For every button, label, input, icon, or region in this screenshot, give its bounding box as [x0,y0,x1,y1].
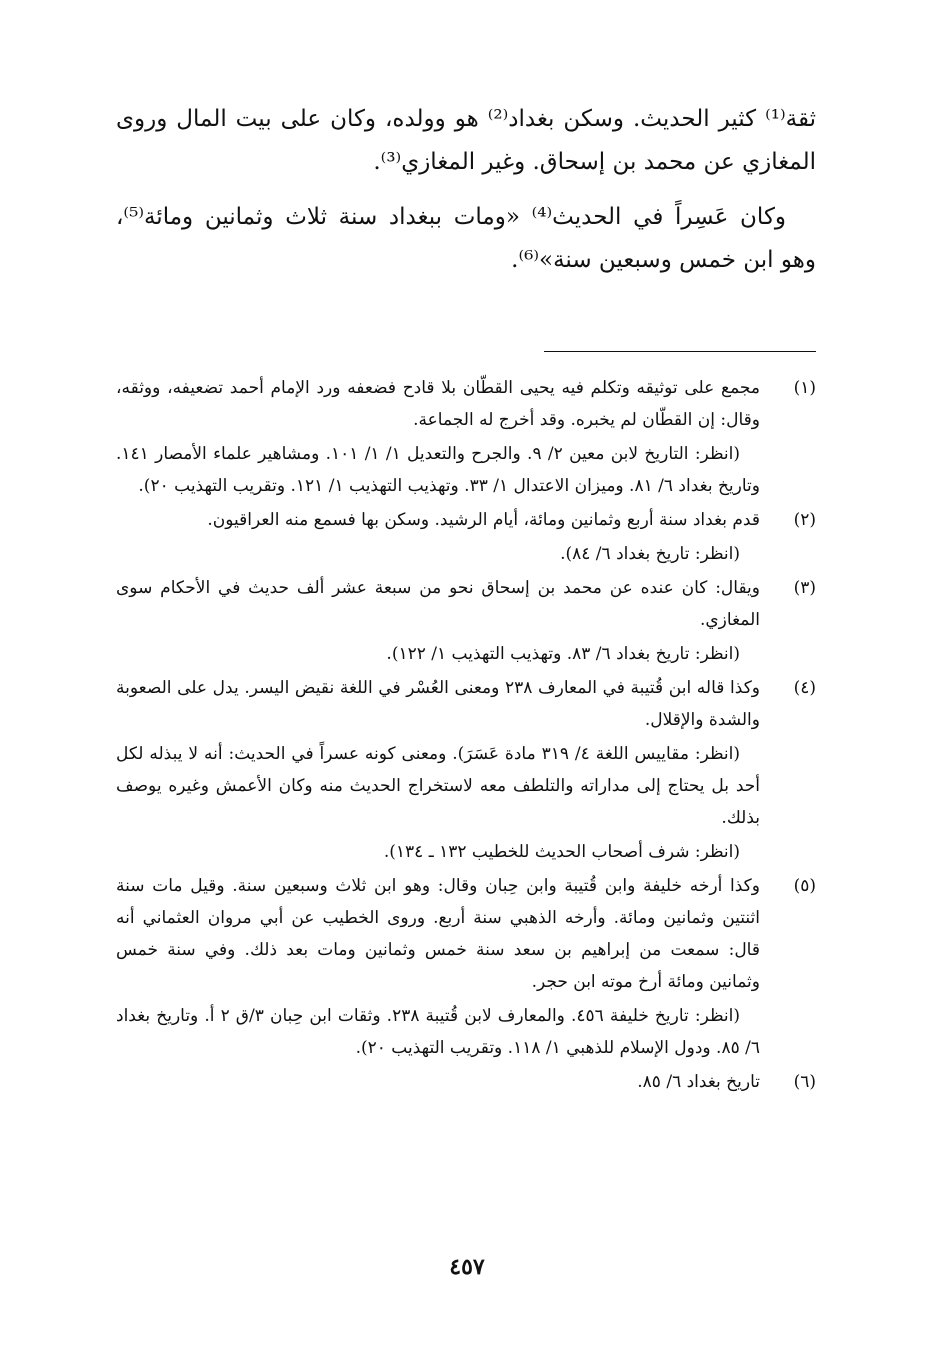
footnote-number: (٣) [793,578,816,598]
footnote-reference: (انظر: تاريخ بغداد ٦/ ٨٤). [560,544,740,564]
footnote-number: (٤) [793,678,816,698]
footnote-reference: (انظر: شرف أصحاب الحديث للخطيب ١٣٢ ـ ١٣٤). [383,842,740,862]
footnote-number: (٢) [793,510,816,530]
footnote-text: وكذا قاله ابن قُتيبة في المعارف ٢٣٨ ومعنى العُسْر في اللغة نقيض اليسر. يدل على الصعوبة والشدة والإقلال. [116,678,760,730]
footnote-text: ويقال: كان عنده عن محمد بن إسحاق نحو من سبعة عشر ألف حديث في الأحكام سوى المغازي. [116,578,760,630]
page-number: ٤٥٧ [449,1254,485,1280]
footnote-text: تاريخ بغداد ٦/ ٨٥. [637,1072,760,1092]
main-paragraph: ثقة⁽¹⁾ كثير الحديث. وسكن بغداد⁽²⁾ هو وولده، وكان على بيت المال وروى المغازي عن محمد بن إسحاق. وغير المغازي⁽³⁾. [116,106,816,175]
footnote-4 [116,672,816,868]
footnote-number: (٥) [793,876,816,896]
main-text [116,98,816,294]
footnotes [116,372,816,1100]
footnote-reference: (انظر: تاريخ بغداد ٦/ ٨٣. وتهذيب التهذيب ١/ ١٢٢). [386,644,740,664]
footnote-number: (١) [793,378,816,398]
footnote-6 [116,1066,816,1098]
footnote-5 [116,870,816,1064]
footnote-number: (٦) [793,1072,816,1092]
footnote-text: وكذا أرخه خليفة وابن قُتيبة وابن حِبان وقال: وهو ابن ثلاث وسبعين سنة. وقيل مات سنة اثنتين وثمانين ومائة. وأرخه الذهبي سنة أربع. وروى الخطيب عن أبي مروان العثماني أنه قال: سمعت من إبراهيم بن سعد سنة خمس وثمانين ومات بعد ذلك. وفي سنة خمس وثمانين ومائة أرخ موته ابن حجر. [116,876,760,992]
footnote-2 [116,504,816,570]
main-paragraph: وكان عَسِراً في الحديث⁽⁴⁾ «ومات ببغداد سنة ثلاث وثمانين ومائة⁽⁵⁾، وهو ابن خمس وسبعين سنة»⁽⁶⁾. [116,204,816,273]
footnote-3 [116,572,816,670]
footnote-reference: (انظر: تاريخ خليفة ٤٥٦. والمعارف لابن قُتيبة ٢٣٨. وثقات ابن حِبان ٣/ق ٢ أ. وتاريخ بغداد ٦/ ٨٥. ودول الإسلام للذهبي ١/ ١١٨. وتقريب التهذيب ٢٠). [116,1006,760,1058]
footnote-divider [544,351,816,352]
footnote-text: قدم بغداد سنة أربع وثمانين ومائة، أيام الرشيد. وسكن بها فسمع منه العراقيون. [207,510,760,530]
footnote-1 [116,372,816,502]
footnote-reference: (انظر: مقاييس اللغة ٤/ ٣١٩ مادة عَسَرَ). ومعنى كونه عسراً في الحديث: أنه لا يبذله لكل أحد بل يحتاج إلى مداراته والتلطف معه لاستخراج الحديث منه وكان الأعمش وغيره يوصف بذلك. [116,744,760,828]
footnote-text: مجمع على توثيقه وتكلم فيه يحيى القطّان بلا قادح فضعفه ورد الإمام أحمد تضعيفه، ووثقه، وقال: إن القطّان لم يخبره. وقد أخرج له الجماعة. [116,378,760,430]
footnote-reference: (انظر: التاريخ لابن معين ٢/ ٩. والجرح والتعديل ١/ ١/ ١٠١. ومشاهير علماء الأمصار ١٤١. وتاريخ بغداد ٦/ ٨١. وميزان الاعتدال ١/ ٣٣. وتهذيب التهذيب ١/ ١٢١. وتقريب التهذيب ٢٠). [116,444,760,496]
